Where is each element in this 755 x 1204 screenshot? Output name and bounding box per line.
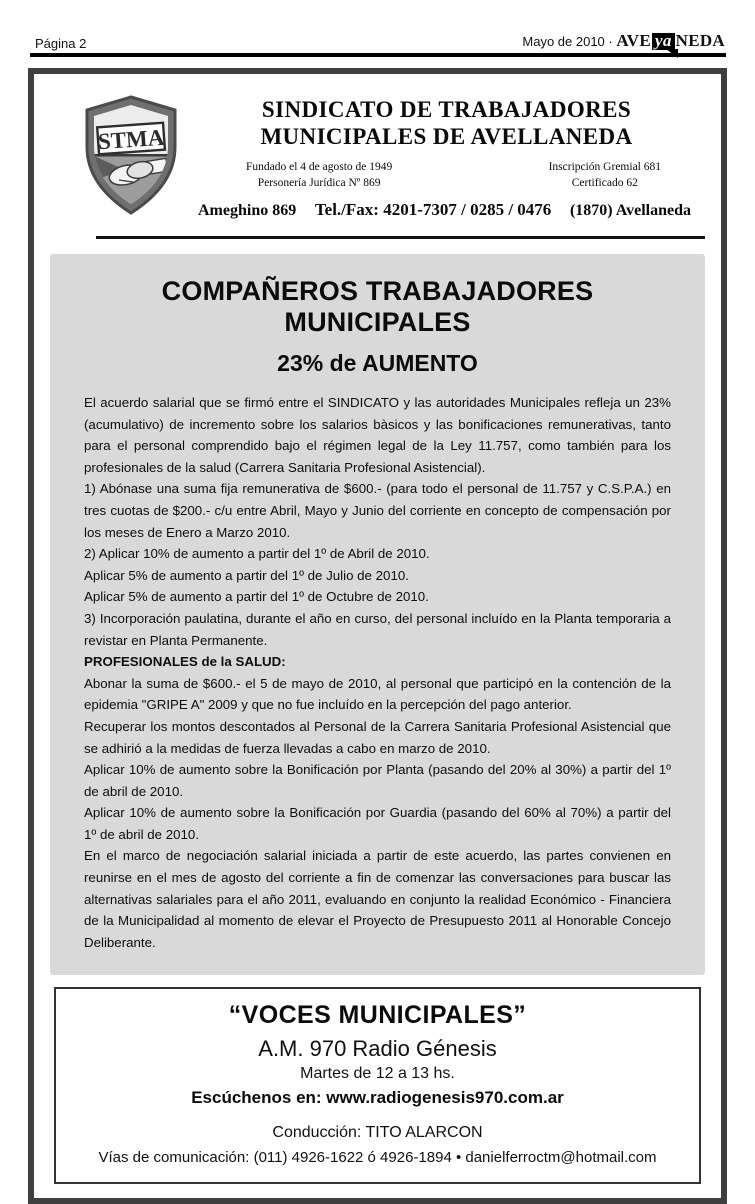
radio-website: Escúchenos en: www.radiogenesis970.com.ar bbox=[191, 1088, 564, 1108]
founding-info bbox=[246, 160, 392, 191]
issue-date bbox=[522, 31, 725, 51]
union-title bbox=[198, 96, 695, 150]
aveyaneda-masthead-logo bbox=[616, 31, 725, 51]
body-paragraph: El acuerdo salarial que se firmó entre el SINDICATO y las autoridades Municipales refleja un 23% (acumulativo) de incremento sobre los salarios bàsicos y las bonificaciones remunerativas, tanto para el personal comprendido bajo el régimen legal de la Ley 11.757, como también para los profesionales de la salud (Carrera Sanitaria Profesional Asistencial). bbox=[84, 395, 671, 475]
salary-announcement bbox=[50, 254, 705, 975]
announcement-body bbox=[84, 392, 671, 953]
salud-paragraph: Recuperar los montos descontados al Personal de la Carrera Sanitaria Profesional Asistencial que se adhirió a la medidas de fuerza llevadas a cabo en marzo de 2010. bbox=[84, 718, 671, 756]
masthead-divider bbox=[96, 236, 705, 239]
radio-show-title: “VOCES MUNICIPALES” bbox=[228, 1001, 527, 1030]
registration-line: Inscripción Gremial 681 bbox=[548, 161, 661, 174]
body-paragraph: Aplicar 5% de aumento a partir del 1º de Octubre de 2010. bbox=[84, 589, 429, 605]
announcement-subtitle: 23% de AUMENTO bbox=[277, 350, 478, 376]
masthead-text bbox=[198, 94, 695, 221]
registration-info bbox=[549, 160, 661, 191]
founded-line: Fundado el 4 de agosto de 1949 bbox=[246, 161, 393, 174]
union-contact-row bbox=[198, 200, 695, 220]
legal-line: Personería Jurídica Nº 869 bbox=[257, 176, 381, 189]
union-phone: Tel./Fax: 4201-7307 / 0285 / 0476 bbox=[314, 200, 552, 220]
page-number: Página 2 bbox=[35, 36, 87, 51]
issue-month: Mayo de 2010 · bbox=[522, 34, 613, 49]
body-paragraph: Aplicar 5% de aumento a partir del 1º de Julio de 2010. bbox=[84, 567, 409, 583]
brand-suffix: NEDA bbox=[675, 31, 725, 50]
salud-paragraph: Aplicar 10% de aumento sobre la Bonificación por Guardia (pasando del 60% al 70%) a partir del 1º de abril de 2010. bbox=[84, 805, 671, 842]
header-rule bbox=[30, 53, 726, 57]
body-paragraph: 1) Abónase una suma fija remunerativa de $600.- (para todo el personal de 11.757 y C.S.P.A.) en tres cuotas de $200.- c/u entre Abril, Mayo y Junio del corriente en concepto de compensación por los meses de Enero a Marzo 2010. bbox=[84, 481, 671, 540]
union-address: Ameghino 869 bbox=[198, 202, 297, 220]
body-paragraph: 2) Aplicar 10% de aumento a partir del 1º de Abril de 2010. bbox=[84, 546, 430, 562]
salud-heading: PROFESIONALES de la SALUD: bbox=[84, 654, 286, 670]
radio-station: A.M. 970 Radio Génesis bbox=[258, 1036, 497, 1062]
radio-contact: Vías de comunicación: (011) 4926-1622 ó 4926-1894 • danielferroctm@hotmail.com bbox=[98, 1149, 657, 1167]
content-frame bbox=[28, 68, 727, 1204]
salud-paragraph: En el marco de negociación salarial iniciada a partir de este acuerdo, las partes convienen en reunirse en el mes de agosto del corriente a fin de comenzar las conversaciones para buscar las alternativas salariales para el año 2011, evaluando en conjunto la realidad Económico - Financiera de la Municipalidad al momento de elevar el Proyecto de Presupuesto 2011 al Honorable Concejo Deliberante. bbox=[84, 848, 671, 950]
body-paragraph: 3) Incorporación paulatina, durante el año en curso, del personal incluído en la Planta temporaria a revistar en Planta Permanente. bbox=[84, 610, 671, 648]
salud-paragraph: Aplicar 10% de aumento sobre la Bonificación por Planta (pasando del 20% al 30%) a partir del 1º de abril de 2010. bbox=[84, 762, 671, 799]
stma-shield-logo-icon bbox=[76, 94, 186, 221]
announcement-title: COMPAÑEROS TRABAJADORES MUNICIPALES bbox=[161, 276, 594, 337]
brand-prefix: AVE bbox=[616, 31, 651, 50]
union-city: (1870) Avellaneda bbox=[569, 202, 691, 220]
radio-host: Conducción: TITO ALARCON bbox=[272, 1124, 483, 1142]
radio-schedule: Martes de 12 a 13 hs. bbox=[300, 1065, 455, 1083]
salud-paragraph: Abonar la suma de $600.- el 5 de mayo de 2010, al personal que participó en la contención de la epidemia "GRIPE A" 2009 y que no fue incluído en la percepción del pago anterior. bbox=[84, 675, 671, 713]
certificate-line: Certificado 62 bbox=[571, 176, 638, 189]
ya-badge-icon: ya bbox=[652, 33, 675, 50]
page-header bbox=[35, 31, 725, 51]
union-title-line1: SINDICATO DE TRABAJADORES bbox=[261, 97, 632, 122]
svg-text:STMA: STMA bbox=[97, 124, 166, 155]
union-legal-info bbox=[198, 160, 695, 191]
union-masthead bbox=[34, 74, 721, 221]
union-title-line2: MUNICIPALES DE AVELLANEDA bbox=[260, 124, 633, 150]
